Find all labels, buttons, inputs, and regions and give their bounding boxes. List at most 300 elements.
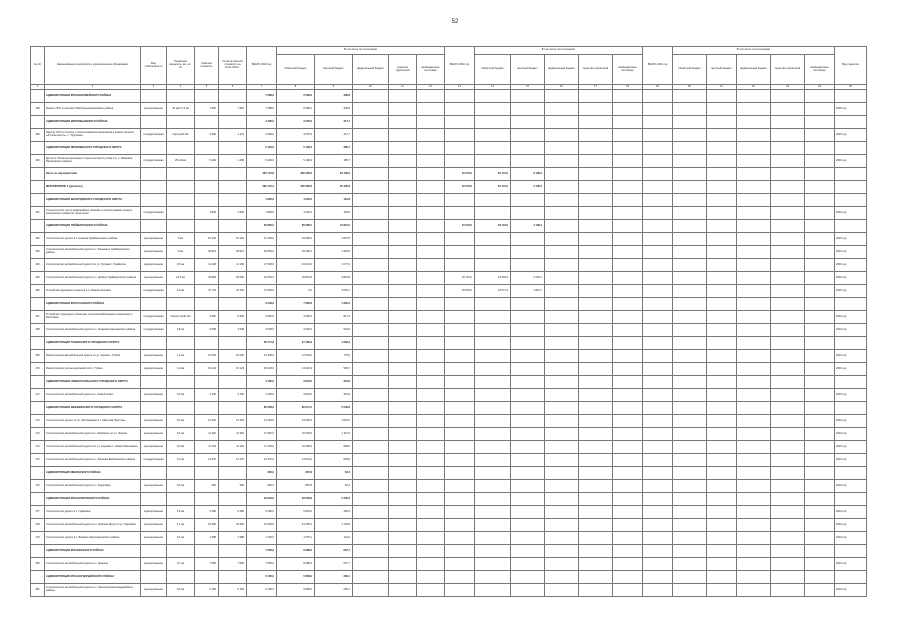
row-local-2019: 775,6 [315,350,353,363]
row-regional-2020: 52 141,6 [475,181,511,194]
row-name: Устройство дорожного покрытия в с. Мокрая Орловка [45,285,141,298]
row-remaining: 44 130 [219,285,247,298]
row-cell [417,259,445,272]
row-cover [835,571,867,584]
row-cell [707,103,737,116]
row-cost: 950 [195,480,219,493]
row-remaining: 6 280 [219,506,247,519]
row-cell [673,142,707,155]
row-regional-2020 [475,428,511,441]
row-regional-2020 [475,233,511,246]
row-cost: 7 590 [195,103,219,116]
row-cell [579,116,613,129]
row-name: Строительство автомобильной дороги в г. Новый Оскол [45,389,141,402]
row-total-2020 [445,441,475,454]
row-total-2020 [445,415,475,428]
row-local-2020 [511,493,545,506]
row-cell [771,558,805,571]
row-local-2019: 142,9 [315,532,353,545]
row-cell [579,324,613,337]
row-cell [417,376,445,389]
row-cell [389,103,417,116]
row-cell [673,129,707,142]
row-cell [545,402,579,415]
row-remaining: 15 123 [219,363,247,376]
row-name: АДМИНИСТРАЦИЯ ШЕБЕКИНСКОГО ГОРОДСКОГО ОКРУГА [45,402,141,415]
row-cell [771,129,805,142]
agency-row [31,220,867,233]
row-cell [771,207,805,220]
row-cost: 11 362 [195,428,219,441]
row-cell [737,220,771,233]
row-regional-2019: 16 549,5 [277,428,315,441]
row-cover [835,402,867,415]
row-total-2020 [445,532,475,545]
row-total-2019: 15 433,0 [247,363,277,376]
row-total-2019: 950,0 [247,480,277,493]
row-cell [805,116,835,129]
row-total-2019: 7 988,0 [247,103,277,116]
header-source: средства территорий [389,55,417,85]
row-cell [417,584,445,597]
budget-table [30,46,859,632]
row-number [31,545,45,558]
row-cell [771,467,805,480]
row-cell [579,519,613,532]
row-cell [707,285,737,298]
row-cell [805,259,835,272]
row-remaining [219,168,247,181]
row-cell [707,363,737,376]
row-cell [643,298,673,311]
row-cell [353,181,389,194]
column-number: 24 [805,85,835,90]
row-cell [613,493,643,506]
row-cell [707,272,737,285]
row-regional-2020 [475,259,511,272]
row-cell [707,207,737,220]
row-regional-2019: 80 071,2 [277,402,315,415]
row-cell [613,519,643,532]
row-cell [579,376,613,389]
row-local-2020 [511,194,545,207]
row-regional-2020 [475,194,511,207]
row-remaining: 11 362 [219,428,247,441]
row-number: 172 [31,415,45,428]
row-cell [643,311,673,324]
row-remaining: 7 596 [219,558,247,571]
row-remaining: 1 431 [219,129,247,142]
row-cost: 11 193 [195,441,219,454]
row-cell [389,168,417,181]
column-number: 9 [315,85,353,90]
row-local-2020 [511,337,545,350]
row-cell [353,480,389,493]
header-capacity: Проектная мощность, км, шт., м² [167,47,195,85]
row-total-2019: 5 800,0 [247,311,277,324]
row-total-2020 [445,363,475,376]
header-source: внебюджетные источники [613,55,643,85]
column-number: 22 [737,85,771,90]
row-cell [805,155,835,168]
row-cell [417,272,445,285]
row-cell [707,532,737,545]
row-name: АДМИНИСТРАЦИЯ КРАСНЕНСКОГО РАЙОНА [45,545,141,558]
row-cell [417,220,445,233]
row-cell [389,90,417,103]
row-cell [673,545,707,558]
row-cell [805,441,835,454]
row-total-2019: 3 548,0 [247,324,277,337]
row-name: АДМИНИСТРАЦИЯ ВЕРХОВЬЕВСКОГО РАЙОНА [45,116,141,129]
row-capacity: 3,8 км [167,324,195,337]
row-regional-2019: 887,8 [277,480,315,493]
row-cell [389,545,417,558]
row-number: 161 [31,207,45,220]
row-regional-2019: 265 305,6 [277,168,315,181]
row-cell [353,467,389,480]
row-cell [545,519,579,532]
row-cell [805,181,835,194]
table-row [31,441,867,454]
row-regional-2019: 3 843,2 [277,389,315,402]
header-cost: Сметная стоимость [195,47,219,85]
header-source: местный бюджет [315,55,353,85]
row-total-2019: 22 996,0 [247,519,277,532]
row-cost: 15 194 [195,233,219,246]
row-local-2019: 817,4 [315,311,353,324]
row-cost: 32 889 [195,272,219,285]
row-regional-2020 [475,558,511,571]
row-local-2019: 3 091,7 [315,285,353,298]
row-cell [707,155,737,168]
row-cell [643,337,673,350]
row-cost [195,571,219,584]
row-cell [737,233,771,246]
row-cell [545,90,579,103]
row-number [31,298,45,311]
row-cell [771,90,805,103]
row-cell [805,532,835,545]
row-cell [673,389,707,402]
row-remaining [219,194,247,207]
row-ownership [141,142,167,155]
row-local-2019: 181,8 [315,207,353,220]
row-cost [195,181,219,194]
row-total-2019: 4 160,0 [247,376,277,389]
row-cell [643,428,673,441]
row-total-2020 [445,389,475,402]
row-remaining [219,181,247,194]
table-row [31,207,867,220]
row-cell [613,90,643,103]
row-cell [389,441,417,454]
row-regional-2020 [475,441,511,454]
row-capacity [167,493,195,506]
row-cover: 2018 год [835,103,867,116]
row-cell [545,246,579,259]
row-cost: 22 996 [195,519,219,532]
row-name: Строительство автомобильной дороги в с. Курасовка [45,480,141,493]
row-name: АДМИНИСТРАЦИЯ ГУБКИНСКОГО ГОРОДСКОГО ОКРУГА [45,337,141,350]
row-cell [579,467,613,480]
row-cell [805,311,835,324]
row-cell [613,545,643,558]
row-cover [835,168,867,181]
row-cell [613,532,643,545]
row-regional-2019: 28 663,8 [277,493,315,506]
row-total-2019: 9 348,0 [247,298,277,311]
row-cell [643,415,673,428]
row-remaining [219,493,247,506]
row-cell [707,402,737,415]
row-ownership: муниципальная [141,428,167,441]
row-cell [805,233,835,246]
row-cell [673,506,707,519]
row-cell [579,558,613,571]
row-cell [389,467,417,480]
table-row [31,363,867,376]
row-cell [389,116,417,129]
row-cell [389,350,417,363]
row-remaining [219,376,247,389]
row-cell [673,337,707,350]
row-cell [643,441,673,454]
row-total-2020 [445,402,475,415]
row-regional-2020: 52 141,6 [475,168,511,181]
row-cell [353,311,389,324]
row-local-2019: 316,8 [315,376,353,389]
row-number: 181 [31,584,45,597]
row-total-2020 [445,142,475,155]
row-cell [643,467,673,480]
row-cell [579,480,613,493]
row-remaining: 4 160 [219,389,247,402]
row-cell [613,454,643,467]
row-cell [417,298,445,311]
row-name: Строительство автомобильной дороги в с. Засосна Красногвардейского района [45,584,141,597]
row-cell [771,116,805,129]
row-total-2020 [445,90,475,103]
row-cell [579,350,613,363]
row-name: Ремонт ПОС в поселке СОШ Красноармейского района [45,103,141,116]
row-cell [643,246,673,259]
row-cell [805,402,835,415]
row-cost [195,545,219,558]
row-remaining: 1 988 [219,532,247,545]
row-ownership: муниципальная [141,103,167,116]
row-cell [613,506,643,519]
row-cell [805,129,835,142]
row-number [31,493,45,506]
row-cell [643,558,673,571]
row-name: АДМИНИСТРАЦИЯ КРАСНОГВАРДЕЙСКОГО РАЙОНА [45,571,141,584]
row-cell [805,545,835,558]
row-cell [417,428,445,441]
row-cell [417,324,445,337]
row-local-2020 [511,207,545,220]
column-number: 13 [445,85,475,90]
row-cell [353,545,389,558]
row-regional-2020 [475,545,511,558]
row-cell [673,519,707,532]
row-cell [771,363,805,376]
row-remaining: 15 194 [219,233,247,246]
row-cell [417,142,445,155]
row-cover: 2020 год [835,285,867,298]
row-cell [707,584,737,597]
row-capacity: 25 м/с/км [167,155,195,168]
row-cover: 2019 год [835,506,867,519]
row-cover: 2019 год [835,324,867,337]
row-cell [579,259,613,272]
row-name: Реконструкция автомобильной дороги по ул. Кирова г. Губкин [45,350,141,363]
row-cell [805,350,835,363]
row-cell [643,584,673,597]
row-cell [737,493,771,506]
row-cell [545,103,579,116]
row-cell [805,298,835,311]
row-regional-2020 [475,454,511,467]
row-cover [835,194,867,207]
row-cell [417,155,445,168]
row-regional-2020 [475,116,511,129]
row-cell [771,584,805,597]
row-cell [353,454,389,467]
row-cell [579,168,613,181]
row-cover [835,90,867,103]
row-regional-2019: 16 016,0 [277,259,315,272]
row-cell [417,116,445,129]
row-cell [673,181,707,194]
table-row [31,311,867,324]
row-cell [417,389,445,402]
row-cell [737,415,771,428]
row-local-2020 [511,532,545,545]
row-cell [805,389,835,402]
row-cell [613,103,643,116]
row-total-2019: 6 280,0 [247,506,277,519]
row-cell [613,233,643,246]
row-cell [389,402,417,415]
row-cell [613,480,643,493]
row-local-2020 [511,480,545,493]
row-cell [579,298,613,311]
row-local-2020 [511,415,545,428]
table-row [31,480,867,493]
row-number: 166 [31,285,45,298]
table-row [31,428,867,441]
row-cell [417,168,445,181]
row-local-2019: 506,7 [315,363,353,376]
row-cell [613,428,643,441]
row-cover: 2019 год [835,259,867,272]
row-cell [545,558,579,571]
row-local-2020 [511,467,545,480]
row-cell [673,493,707,506]
row-remaining: 1 496 [219,155,247,168]
row-cell [643,402,673,415]
row-total-2019: 5 494,0 [247,155,277,168]
row-cell [805,142,835,155]
row-capacity: 1,1 км [167,519,195,532]
agency-row [31,90,867,103]
row-capacity: благоустройство [167,311,195,324]
row-cost [195,194,219,207]
row-cell [673,571,707,584]
row-total-2019: 13 338,6 [247,350,277,363]
row-remaining [219,142,247,155]
row-cell [643,285,673,298]
row-cell [771,389,805,402]
row-regional-2019: 1 646,2 [277,194,315,207]
row-ownership [141,493,167,506]
row-number: 164 [31,259,45,272]
row-name: Строительство дороги по ул. Молодежная в с. Маслова Пристань [45,415,141,428]
row-ownership: муниципальная [141,506,167,519]
row-local-2019: 398,8 [315,103,353,116]
row-capacity: 0,2 км [167,415,195,428]
row-cover: 2019 год [835,129,867,142]
row-cell [353,103,389,116]
row-local-2019: 317,7 [315,116,353,129]
row-regional-2020: 24 671,3 [475,285,511,298]
row-cell [417,415,445,428]
row-cell [771,571,805,584]
row-regional-2020 [475,584,511,597]
row-total-2019: 1 828,0 [247,194,277,207]
column-number: 14 [475,85,511,90]
row-cell [643,142,673,155]
row-cell [417,519,445,532]
agency-row [31,181,867,194]
row-local-2020 [511,311,545,324]
row-cell [771,415,805,428]
row-cell [353,116,389,129]
row-cell [707,519,737,532]
row-cell [707,298,737,311]
row-total-2019: 11 093,0 [247,285,277,298]
column-number: 11 [389,85,417,90]
row-cell [673,363,707,376]
row-cell [707,246,737,259]
row-cell [613,272,643,285]
row-cell [417,558,445,571]
row-local-2020 [511,454,545,467]
row-number: 177 [31,506,45,519]
row-name: Всего по мероприятиям [45,168,141,181]
row-total-2020 [445,103,475,116]
row-cell [737,558,771,571]
row-number: 167 [31,311,45,324]
row-cell [643,90,673,103]
row-cell [545,389,579,402]
row-regional-2020 [475,298,511,311]
row-capacity [167,376,195,389]
row-capacity [167,168,195,181]
row-cell [707,142,737,155]
row-cell [643,350,673,363]
row-cell [353,233,389,246]
row-local-2020: 1 891,7 [511,285,545,298]
row-number [31,142,45,155]
row-cell [353,129,389,142]
row-cell [389,259,417,272]
row-total-2020: 26 563,0 [445,285,475,298]
header-source: федеральный бюджет [353,55,389,85]
row-number [31,90,45,103]
row-regional-2019: 13 099,0 [277,415,315,428]
